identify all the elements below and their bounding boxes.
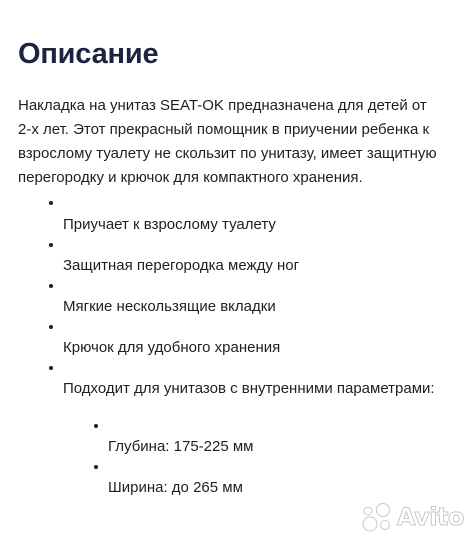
list-item: Крючок для удобного хранения [63,339,281,356]
bullet-icon [49,325,53,329]
list-item: Мягкие нескользящие вкладки [63,298,276,315]
list-item: Защитная перегородка между ног [63,257,300,274]
paragraph-line: 2-х лет. Этот прекрасный помощник в приучении ребенка к [18,121,430,138]
list-item: Подходит для унитазов с внутренними параметрами: [63,380,435,397]
list-item: Ширина: до 265 мм [108,479,243,496]
bullet-icon [49,284,53,288]
bullet-icon [49,243,53,247]
bullet-icon [49,366,53,370]
paragraph-line: Накладка на унитаз SEAT-OK предназначена для детей от [18,97,427,114]
bullet-icon [94,424,98,428]
list-item: Глубина: 175-225 мм [108,438,254,455]
avito-watermark [359,502,464,532]
watermark-text: Avito [396,503,464,531]
paragraph-line: взрослому туалету не скользит по унитазу, имеет защитную [18,145,437,162]
paragraph-line: перегородку и крючок для компактного хранения. [18,169,363,186]
bullet-icon [49,201,53,205]
avito-logo-icon [359,502,393,532]
section-title: Описание [18,38,159,70]
bullet-icon [94,465,98,469]
list-item: Приучает к взрослому туалету [63,216,276,233]
description-paragraph [18,94,464,190]
